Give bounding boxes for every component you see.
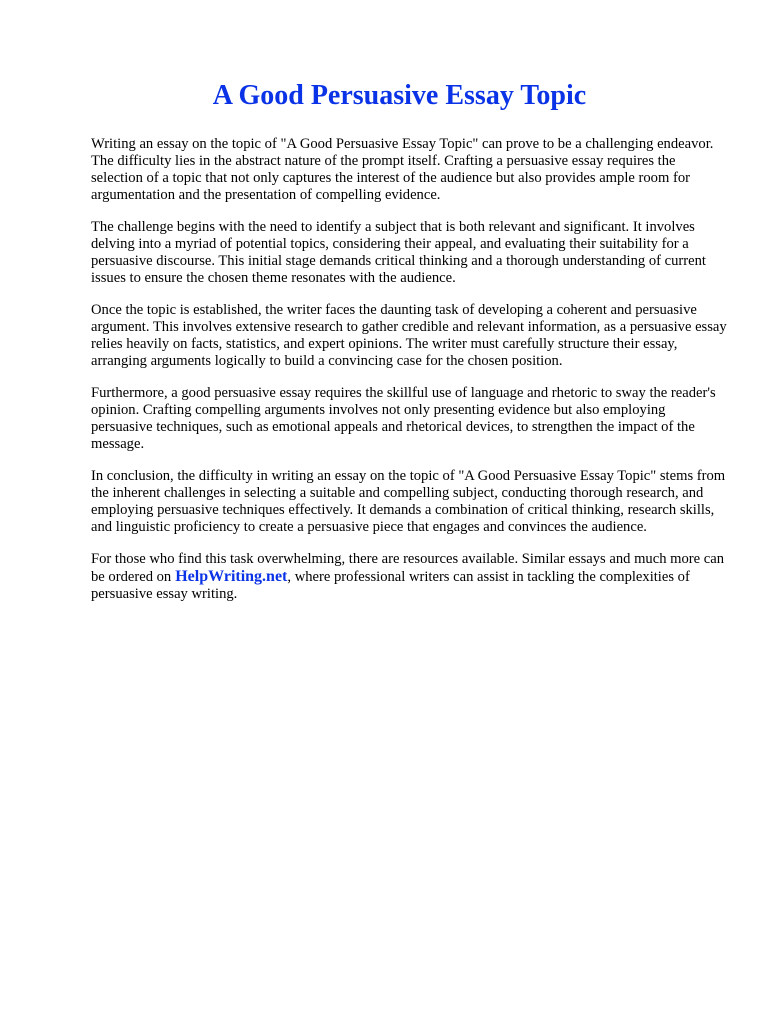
paragraph-5: In conclusion, the difficulty in writing an essay on the topic of "A Good Persuasive Essay Topic" stems from the inherent challenges in selecting a suitable and compelling subject, conducting thorough research, and employing persuasive techniques effectively. It demands a combination of critical thinking, research skills, and linguistic proficiency to create a persuasive piece that engages and convinces the audience. — [91, 468, 726, 535]
paragraph-3: Once the topic is established, the writer faces the daunting task of developing a coherent and persuasive argument. This involves extensive research to gather credible and relevant information, as a persuasive essay relies heavily on facts, statistics, and expert opinions. The writer must carefully structure their essay, arranging arguments logically to build a convincing case for the chosen position. — [91, 302, 727, 369]
document-title: A Good Persuasive Essay Topic — [212, 80, 587, 111]
closing-text-before-link: For those who find this task overwhelming, there are resources available. Similar essays and much more can be ordered on — [91, 551, 725, 585]
closing-paragraph — [91, 551, 728, 603]
paragraph-2: The challenge begins with the need to identify a subject that is both relevant and significant. It involves delving into a myriad of potential topics, considering their appeal, and evaluating their suitability for a persuasive discourse. This initial stage demands critical thinking and a thorough understanding of current issues to ensure the chosen theme resonates with the audience. — [91, 219, 706, 286]
paragraph-1: Writing an essay on the topic of "A Good Persuasive Essay Topic" can prove to be a challenging endeavor. The difficulty lies in the abstract nature of the prompt itself. Crafting a persuasive essay requires the selection of a topic that not only captures the interest of the audience but also provides ample room for argumentation and the presentation of compelling evidence. — [91, 136, 714, 203]
helpwriting-link[interactable]: HelpWriting.net — [175, 568, 288, 585]
closing-text-after-link: , where professional writers can assist in tackling the complexities of persuasive essay writing. — [91, 569, 690, 602]
paragraph-4: Furthermore, a good persuasive essay requires the skillful use of language and rhetoric to sway the reader's opinion. Crafting compelling arguments involves not only presenting evidence but also employing persuasive techniques, such as emotional appeals and rhetorical devices, to strengthen the impact of the message. — [91, 385, 716, 452]
